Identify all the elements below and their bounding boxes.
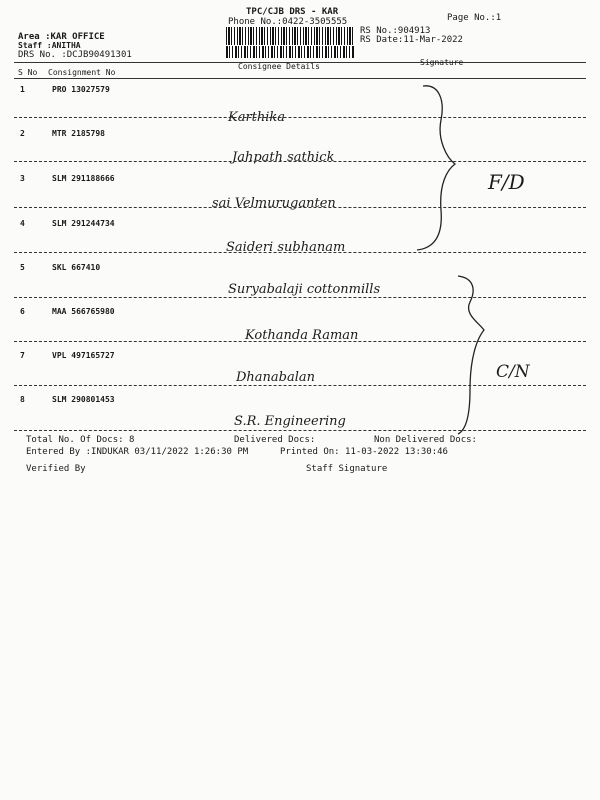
staff-signature: Staff Signature [306, 464, 388, 474]
row-consignment: VPL 497165727 [52, 351, 115, 360]
cn-mark: C/N [496, 362, 530, 382]
fd-mark: F/D [488, 170, 525, 194]
row-consignment: SLM 290801453 [52, 395, 115, 404]
row-consignee: Suryabalaji cottonmills [228, 282, 381, 297]
row-sno: 3 [20, 174, 25, 183]
column-consignment: Consignment No [48, 68, 116, 77]
row-divider [14, 161, 586, 162]
row-consignment: MAA 566765980 [52, 307, 115, 316]
row-consignee: sai Velmuruganten [212, 196, 336, 211]
brace-upper [405, 80, 475, 260]
row-consignment: PRO 13027579 [52, 85, 110, 94]
row-divider [14, 385, 586, 386]
row-divider [14, 207, 586, 208]
drs-number: DRS No. :DCJB90491301 [18, 50, 132, 60]
row-consignee: Kothanda Raman [245, 328, 359, 343]
column-divider [14, 78, 586, 79]
total-docs: Total No. Of Docs: 8 [26, 435, 135, 445]
delivered-docs: Delivered Docs: [234, 435, 316, 445]
row-sno: 4 [20, 219, 25, 228]
column-consignee: Consignee Details [238, 62, 320, 71]
rs-date: RS Date:11-Mar-2022 [360, 35, 463, 45]
row-consignment: SLM 291244734 [52, 219, 115, 228]
non-delivered-docs: Non Delivered Docs: [374, 435, 477, 445]
row-sno: 2 [20, 129, 25, 138]
phone-number: Phone No.:0422-3505555 [228, 17, 348, 27]
row-sno: 8 [20, 395, 25, 404]
row-consignee: Karthika [228, 110, 286, 125]
row-consignee: Saideri subhanam [226, 240, 346, 255]
verified-by: Verified By [26, 464, 86, 474]
printed-on: Printed On: 11-03-2022 13:30:46 [280, 447, 448, 457]
entered-by: Entered By :INDUKAR 03/11/2022 1:26:30 PM [26, 447, 249, 457]
row-sno: 5 [20, 263, 25, 272]
row-divider [14, 297, 586, 298]
row-consignee: S.R. Engineering [234, 414, 346, 429]
brace-lower [440, 270, 500, 440]
row-divider [14, 430, 586, 431]
row-consignment: SKL 667410 [52, 263, 101, 272]
row-divider [14, 252, 586, 253]
barcode-lower [226, 46, 354, 58]
row-consignee: Dhanabalan [236, 370, 316, 385]
row-consignment: MTR 2185798 [52, 129, 105, 138]
rs-number: RS No.:904913 [360, 26, 431, 36]
row-consignment: SLM 291188666 [52, 174, 115, 183]
barcode [226, 27, 354, 45]
page-number: Page No.:1 [447, 13, 502, 23]
staff-label: Staff :ANITHA [18, 41, 81, 50]
row-divider [14, 117, 586, 118]
row-sno: 1 [20, 85, 25, 94]
column-signature: Signature [420, 58, 464, 67]
page-title: TPC/CJB DRS - KAR [246, 7, 339, 17]
column-sno: S No [18, 68, 38, 77]
row-sno: 6 [20, 307, 25, 316]
row-divider [14, 341, 586, 342]
row-consignee: Jahpath sathick [232, 150, 335, 165]
row-sno: 7 [20, 351, 25, 360]
area-label: Area :KAR OFFICE [18, 32, 105, 42]
